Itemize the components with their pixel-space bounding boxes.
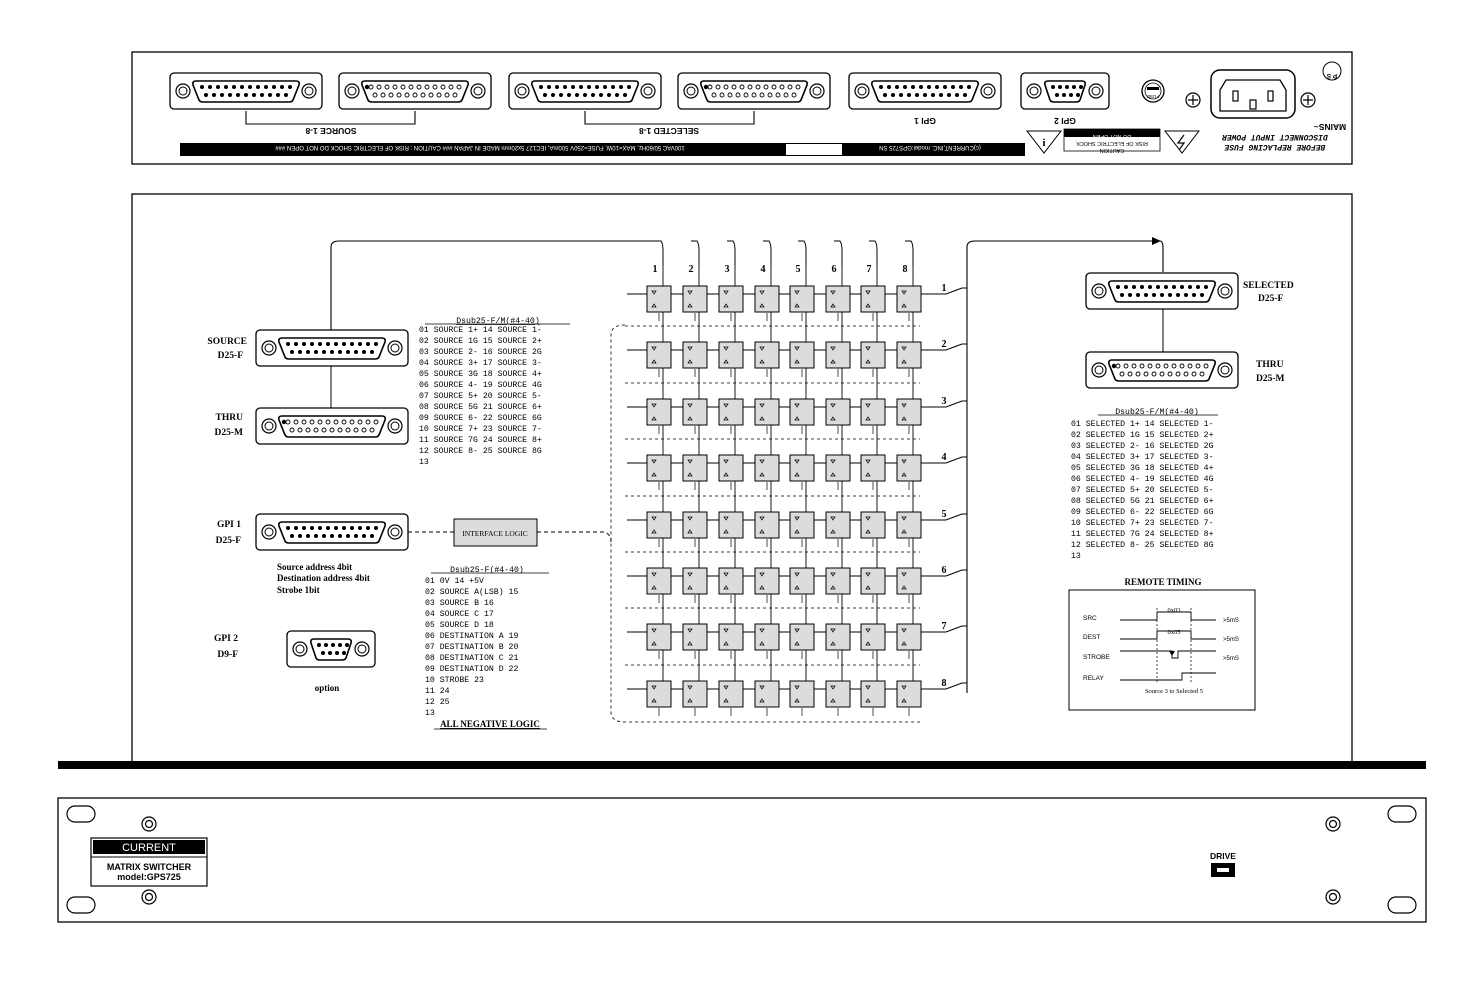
crosspoint-cell-r5-c5 bbox=[790, 512, 814, 538]
rear-label-gpi2: GPI 2 bbox=[1054, 116, 1076, 126]
crosspoint-cell-r1-c7 bbox=[861, 286, 885, 312]
crosspoint-cell-r2-c3 bbox=[719, 342, 743, 368]
rear-label-selected: SELECTED 1-8 bbox=[639, 126, 699, 136]
gpi-pin-row-11: 11 24 bbox=[425, 687, 450, 696]
caution-line-3: DO NOT OPEN bbox=[1092, 133, 1132, 139]
selected-pin-row-3: 03 SELECTED 2- 16 SELECTED 2G bbox=[1071, 442, 1214, 451]
rack-slot-top-left bbox=[67, 806, 95, 822]
crosspoint-cell-r8-c4 bbox=[755, 681, 779, 707]
source-pin-row-8: 08 SOURCE 5G 21 SOURCE 6+ bbox=[419, 403, 542, 412]
rear-panel bbox=[132, 52, 1352, 164]
diagram-gpi1-connector bbox=[256, 514, 408, 550]
fuse-holder bbox=[1142, 80, 1164, 102]
gpi-pin-row-5: 05 SOURCE D 18 bbox=[425, 621, 494, 630]
source-connector bbox=[170, 73, 322, 109]
diagram-gpi2-connector bbox=[287, 631, 375, 667]
crosspoint-cell-r3-c5 bbox=[790, 399, 814, 425]
gpi-pin-row-2: 02 SOURCE A(LSB) 15 bbox=[425, 588, 519, 597]
crosspoint-cell-r7-c6 bbox=[826, 624, 850, 650]
gpi-pin-row-10: 10 STROBE 23 bbox=[425, 676, 484, 685]
gpi-pin-row-12: 12 25 bbox=[425, 698, 450, 707]
diagram-source-connector bbox=[256, 330, 408, 366]
source-pin-row-2: 02 SOURCE 1G 15 SOURCE 2+ bbox=[419, 337, 542, 346]
gpi2-connector bbox=[1021, 73, 1109, 109]
crosspoint-cell-r6-c4 bbox=[755, 568, 779, 594]
crosspoint-cell-r6-c2 bbox=[683, 568, 707, 594]
rear-strip-left: (c)CURRENT,INC. model:GPS725 SN bbox=[879, 144, 981, 150]
crosspoint-cell-r7-c4 bbox=[755, 624, 779, 650]
gpi-pin-title: Dsub25-F(#4-40) bbox=[450, 566, 524, 575]
crosspoint-cell-r2-c6 bbox=[826, 342, 850, 368]
crosspoint-cell-r3-c3 bbox=[719, 399, 743, 425]
remote-timing bbox=[1069, 577, 1255, 710]
crosspoint-cell-r5-c7 bbox=[861, 512, 885, 538]
model-name: model:GPS725 bbox=[117, 872, 181, 882]
mains-screw-right bbox=[1301, 93, 1315, 107]
selected-pin-row-9: 09 SELECTED 6- 22 SELECTED 6G bbox=[1071, 508, 1214, 517]
crosspoint-cell-r4-c6 bbox=[826, 455, 850, 481]
crosspoint-cell-r4-c1 bbox=[647, 455, 671, 481]
crosspoint-cell-r3-c2 bbox=[683, 399, 707, 425]
diagram-thru-connector bbox=[256, 408, 408, 444]
source-pin-row-3: 03 SOURCE 2- 16 SOURCE 2G bbox=[419, 348, 542, 357]
crosspoint-cell-r8-c1 bbox=[647, 681, 671, 707]
matrix-row-label-5: 5 bbox=[941, 509, 947, 520]
matrix-row-label-8: 8 bbox=[941, 678, 947, 689]
matrix-column-label-8: 8 bbox=[902, 264, 908, 275]
source-pin-row-7: 07 SOURCE 5+ 20 SOURCE 5- bbox=[419, 392, 542, 401]
selected-pin-row-6: 06 SELECTED 4- 19 SELECTED 4G bbox=[1071, 475, 1214, 484]
selected-thru-connector bbox=[678, 73, 830, 109]
mains-inlet bbox=[1211, 70, 1295, 118]
crosspoint-cell-r1-c8 bbox=[897, 286, 921, 312]
crosspoint-cell-r1-c5 bbox=[790, 286, 814, 312]
timing-signal-relay: RELAY bbox=[1083, 675, 1104, 682]
front-panel bbox=[58, 798, 1426, 922]
gpi2-label-2: D9-F bbox=[217, 650, 238, 660]
crosspoint-cell-r1-c3 bbox=[719, 286, 743, 312]
rack-slot-top-right bbox=[1388, 806, 1416, 822]
timing-caption: Source 3 to Selected 5 bbox=[1144, 688, 1204, 695]
source-pin-row-9: 09 SOURCE 6- 22 SOURCE 6G bbox=[419, 414, 542, 423]
matrix-row-label-6: 6 bbox=[941, 565, 947, 576]
rack-slot-bottom-right bbox=[1388, 897, 1416, 913]
crosspoint-cell-r7-c5 bbox=[790, 624, 814, 650]
rear-label-gpi1: GPI 1 bbox=[914, 116, 936, 126]
crosspoint-cell-r8-c7 bbox=[861, 681, 885, 707]
crosspoint-cell-r2-c7 bbox=[861, 342, 885, 368]
crosspoint-cell-r5-c6 bbox=[826, 512, 850, 538]
serial-number-field bbox=[786, 144, 842, 155]
mains-label: MAINS~ bbox=[1313, 122, 1347, 132]
selected-pin-row-10: 10 SELECTED 7+ 23 SELECTED 7- bbox=[1071, 519, 1214, 528]
thru-right-label-2: D25-M bbox=[1256, 374, 1285, 384]
crosspoint-cell-r4-c3 bbox=[719, 455, 743, 481]
crosspoint-cell-r3-c4 bbox=[755, 399, 779, 425]
crosspoint-cell-r6-c5 bbox=[790, 568, 814, 594]
source-thru-connector bbox=[339, 73, 491, 109]
source-pin-row-11: 11 SOURCE 7G 24 SOURCE 8+ bbox=[419, 436, 542, 445]
caution-line-2: RISK OF ELECTRIC SHOCK bbox=[1076, 140, 1148, 146]
front-badge bbox=[91, 838, 207, 886]
source-pin-row-1: 01 SOURCE 1+ 14 SOURCE 1- bbox=[419, 326, 542, 335]
gpi-note-2: Destination address 4bit bbox=[277, 573, 370, 583]
crosspoint-cell-r6-c3 bbox=[719, 568, 743, 594]
matrix-column-label-4: 4 bbox=[760, 264, 766, 275]
ps-label: P S bbox=[1326, 72, 1338, 79]
matrix-row-label-1: 1 bbox=[941, 283, 947, 294]
crosspoint-cell-r5-c8 bbox=[897, 512, 921, 538]
thru-label-2: D25-M bbox=[214, 428, 243, 438]
timing-src-value: 0x03 bbox=[1167, 607, 1181, 614]
fuse-warning-line-1: DISCONNECT INPUT POWER bbox=[1222, 132, 1328, 141]
diagram-selected-connector bbox=[1086, 273, 1238, 309]
crosspoint-cell-r1-c2 bbox=[683, 286, 707, 312]
gpi-note-3: Strobe 1bit bbox=[277, 585, 320, 595]
diagram-selected-thru-connector bbox=[1086, 352, 1238, 388]
crosspoint-cell-r4-c8 bbox=[897, 455, 921, 481]
product-name: MATRIX SWITCHER bbox=[106, 862, 192, 872]
selected-pin-row-11: 11 SELECTED 7G 24 SELECTED 8+ bbox=[1071, 530, 1214, 539]
crosspoint-cell-r7-c8 bbox=[897, 624, 921, 650]
crosspoint-cell-r5-c4 bbox=[755, 512, 779, 538]
crosspoint-cell-r8-c6 bbox=[826, 681, 850, 707]
matrix-row-label-2: 2 bbox=[941, 339, 947, 350]
crosspoint-cell-r7-c3 bbox=[719, 624, 743, 650]
crosspoint-cell-r8-c3 bbox=[719, 681, 743, 707]
timing-signal-src: SRC bbox=[1083, 615, 1097, 622]
crosspoint-cell-r5-c2 bbox=[683, 512, 707, 538]
crosspoint-cell-r2-c5 bbox=[790, 342, 814, 368]
gpi1-connector bbox=[849, 73, 1001, 109]
selected-pin-row-2: 02 SELECTED 1G 15 SELECTED 2+ bbox=[1071, 431, 1214, 440]
crosspoint-cell-r7-c1 bbox=[647, 624, 671, 650]
source-pin-row-10: 10 SOURCE 7+ 23 SOURCE 7- bbox=[419, 425, 542, 434]
mains-screw-left bbox=[1186, 93, 1200, 107]
crosspoint-cell-r3-c1 bbox=[647, 399, 671, 425]
source-pin-title: Dsub25-F/M(#4-40) bbox=[456, 317, 540, 326]
interface-logic-label: INTERFACE LOGIC bbox=[462, 529, 528, 538]
timing-signal-strobe: STROBE bbox=[1083, 654, 1110, 661]
selected-pin-row-8: 08 SELECTED 5G 21 SELECTED 6+ bbox=[1071, 497, 1214, 506]
source-label-2: D25-F bbox=[217, 351, 243, 361]
matrix-column-label-7: 7 bbox=[866, 264, 872, 275]
gpi1-label-2: D25-F bbox=[215, 536, 241, 546]
matrix-row-label-4: 4 bbox=[941, 452, 947, 463]
selected-pin-row-7: 07 SELECTED 5+ 20 SELECTED 5- bbox=[1071, 486, 1214, 495]
gpi-pin-row-1: 01 0V 14 +5V bbox=[425, 577, 484, 586]
timing-duration-src: >5mS bbox=[1223, 618, 1239, 624]
rear-strip-right: 100VAC 50/60Hz, MAX=10W, FUSE=250V 500mA, IEC127 5x20mm MADE IN JAPAN ### CAUTION : RISK OF ELECTRIC SHOCK DO NOT OPEN ### bbox=[275, 144, 685, 150]
source-pin-row-12: 12 SOURCE 8- 25 SOURCE 8G bbox=[419, 447, 542, 456]
crosspoint-cell-r1-c1 bbox=[647, 286, 671, 312]
timing-duration-dest: >5mS bbox=[1223, 637, 1239, 643]
selected-pin-row-12: 12 SELECTED 8- 25 SELECTED 8G bbox=[1071, 541, 1214, 550]
crosspoint-cell-r4-c4 bbox=[755, 455, 779, 481]
source-pin-row-6: 06 SOURCE 4- 19 SOURCE 4G bbox=[419, 381, 542, 390]
crosspoint-cell-r2-c8 bbox=[897, 342, 921, 368]
matrix-row-label-7: 7 bbox=[941, 621, 947, 632]
gpi-pin-row-3: 03 SOURCE B 16 bbox=[425, 599, 494, 608]
crosspoint-cell-r6-c7 bbox=[861, 568, 885, 594]
crosspoint-cell-r6-c1 bbox=[647, 568, 671, 594]
gpi-pin-row-13: 13 bbox=[425, 709, 435, 718]
option-label: option bbox=[314, 683, 340, 693]
brand-name: CURRENT bbox=[122, 842, 176, 854]
timing-duration-strobe: >5mS bbox=[1223, 656, 1239, 662]
source-pin-row-5: 05 SOURCE 3G 18 SOURCE 4+ bbox=[419, 370, 542, 379]
crosspoint-cell-r7-c2 bbox=[683, 624, 707, 650]
source-pin-row-4: 04 SOURCE 3+ 17 SOURCE 3- bbox=[419, 359, 542, 368]
crosspoint-cell-r4-c5 bbox=[790, 455, 814, 481]
selected-pin-row-1: 01 SELECTED 1+ 14 SELECTED 1- bbox=[1071, 420, 1214, 429]
crosspoint-cell-r3-c6 bbox=[826, 399, 850, 425]
matrix-column-label-1: 1 bbox=[652, 264, 658, 275]
crosspoint-cell-r2-c1 bbox=[647, 342, 671, 368]
timing-title: REMOTE TIMING bbox=[1124, 577, 1202, 587]
crosspoint-cell-r8-c8 bbox=[897, 681, 921, 707]
matrix-row-label-3: 3 bbox=[941, 396, 947, 407]
info-icon: i bbox=[1042, 137, 1046, 149]
crosspoint-cell-r3-c8 bbox=[897, 399, 921, 425]
crosspoint-cell-r4-c2 bbox=[683, 455, 707, 481]
matrix-column-label-6: 6 bbox=[831, 264, 837, 275]
crosspoint-cell-r3-c7 bbox=[861, 399, 885, 425]
crosspoint-cell-r6-c8 bbox=[897, 568, 921, 594]
selected-pin-row-13: 13 bbox=[1071, 552, 1081, 561]
gpi1-label-1: GPI 1 bbox=[216, 520, 241, 530]
gpi-pin-row-9: 09 DESTINATION D 22 bbox=[425, 665, 519, 674]
gpi-pin-row-7: 07 DESTINATION B 20 bbox=[425, 643, 519, 652]
gpi-note-1: Source address 4bit bbox=[277, 562, 353, 572]
crosspoint-cell-r1-c4 bbox=[755, 286, 779, 312]
matrix-column-label-2: 2 bbox=[688, 264, 694, 275]
timing-signal-dest: DEST bbox=[1083, 634, 1101, 641]
selected-label-1: SELECTED bbox=[1243, 281, 1294, 291]
selected-pin-row-4: 04 SELECTED 3+ 17 SELECTED 3- bbox=[1071, 453, 1214, 462]
gpi-logic-note: ALL NEGATIVE LOGIC bbox=[440, 719, 540, 729]
fuse-warning-line-2: BEFORE REPLACING FUSE bbox=[1224, 142, 1326, 151]
matrix-column-label-5: 5 bbox=[795, 264, 801, 275]
selected-label-2: D25-F bbox=[1258, 294, 1284, 304]
gpi-pin-row-6: 06 DESTINATION A 19 bbox=[425, 632, 519, 641]
crosspoint-cell-r2-c4 bbox=[755, 342, 779, 368]
block-diagram bbox=[132, 194, 1352, 766]
rack-slot-bottom-left bbox=[67, 897, 95, 913]
gpi-pin-row-4: 04 SOURCE C 17 bbox=[425, 610, 494, 619]
selected-pin-row-5: 05 SELECTED 3G 18 SELECTED 4+ bbox=[1071, 464, 1214, 473]
fuse-label: FUSE bbox=[1146, 94, 1160, 99]
drive-label: DRIVE bbox=[1210, 851, 1236, 861]
thru-label-1: THRU bbox=[215, 413, 243, 423]
selected-pin-title: Dsub25-F/M(#4-40) bbox=[1115, 408, 1199, 417]
panel-separator bbox=[58, 761, 1426, 769]
caution-line-1: CAUTION bbox=[1099, 147, 1125, 153]
rear-label-source: SOURCE 1-8 bbox=[305, 126, 357, 136]
crosspoint-cell-r8-c2 bbox=[683, 681, 707, 707]
crosspoint-cell-r2-c2 bbox=[683, 342, 707, 368]
selected-connector bbox=[509, 73, 661, 109]
crosspoint-cell-r6-c6 bbox=[826, 568, 850, 594]
crosspoint-cell-r8-c5 bbox=[790, 681, 814, 707]
matrix-column-label-3: 3 bbox=[724, 264, 730, 275]
crosspoint-cell-r4-c7 bbox=[861, 455, 885, 481]
crosspoint-cell-r5-c3 bbox=[719, 512, 743, 538]
source-label-1: SOURCE bbox=[207, 337, 247, 347]
crosspoint-cell-r1-c6 bbox=[826, 286, 850, 312]
timing-dest-value: 0x05 bbox=[1167, 629, 1181, 636]
crosspoint-cell-r5-c1 bbox=[647, 512, 671, 538]
crosspoint-cell-r7-c7 bbox=[861, 624, 885, 650]
gpi2-label-1: GPI 2 bbox=[213, 634, 238, 644]
thru-right-label-1: THRU bbox=[1256, 360, 1284, 370]
gpi-pin-row-8: 08 DESTINATION C 21 bbox=[425, 654, 519, 663]
source-pin-row-13: 13 bbox=[419, 458, 429, 467]
ps-mark bbox=[1323, 62, 1341, 80]
